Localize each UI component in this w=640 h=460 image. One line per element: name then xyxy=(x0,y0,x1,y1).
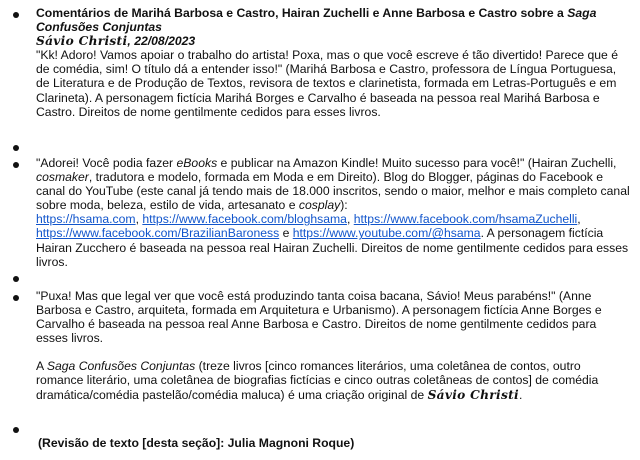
separator: e xyxy=(279,226,293,241)
heading-saga-title: Saga Confusões Conjuntas xyxy=(36,6,597,35)
heading-text: Comentários de Marihá Barbosa e Castro, Hairan Zuchelli e Anne Barbosa e Castro sobre a xyxy=(36,6,568,20)
link-hsama-site[interactable]: https://hsama.com xyxy=(36,212,136,227)
bullet-marker xyxy=(13,12,19,18)
signature-line xyxy=(36,34,630,48)
text-run: . A personagem fictícia Hairan Zucchero é baseada na pessoa real Hairan Zuchelli. Direitos de nome gentilmente cedidos para esses livros. xyxy=(36,226,629,269)
section-heading xyxy=(36,6,630,34)
text-run: e publicar na Amazon Kindle! Muito sucesso para você!" (Hairan Zuchelli, xyxy=(217,156,617,170)
comment-text: "Puxa! Mas que legal ver que você está produzindo tanta coisa bacana, Sávio! Meus parabéns!" (Anne Barbosa e Castro, arquiteta, formada em Arquitetura e Urbanismo). A personagem fictícia Anne Borges e Carvalho é baseada na pessoa real Anne Barbosa e Castro. Direitos de nome gentilmente cedidos para esses livros. xyxy=(36,289,602,346)
text-run: A xyxy=(36,359,47,374)
text-run: (treze livros [cinco romances literários, uma coletânea de contos, outro romance literário, uma coletânea de biografias fictícias e cinco outras coletâneas de contos] de comédia dramática/comédia pastelão/comédia maluca) é uma criação original de xyxy=(36,359,599,402)
saga-title: Saga Confusões Conjuntas xyxy=(46,359,196,374)
text-run-italic: cosplay xyxy=(298,198,341,213)
post-date: , 22/08/2023 xyxy=(127,34,196,49)
link-facebook-bloghsama[interactable]: https://www.facebook.com/bloghsama xyxy=(142,212,347,227)
comment-text xyxy=(36,156,630,269)
review-credit: (Revisão de texto [desta seção]: Julia Magnoni Roque) xyxy=(38,436,355,450)
comment-block-marihá xyxy=(36,6,630,119)
comment-block-anne xyxy=(36,289,630,402)
comment-text: "Kk! Adoro! Vamos apoiar o trabalho do artista! Poxa, mas o que você escreve é tão divertido! Parece que é de comédia, sim! O título dá a entender isso!" (Marihá Barbosa e Castro, professora de Língua Portuguesa, de Literatura e de Produção de Textos, revisora de textos e clarinetista, formada em Letras-Português e em Clarineta). A personagem fictícia Marihá Borges e Carvalho é baseada na pessoa real Marihá Barbosa e Castro. Direitos de nome gentilmente cedidos para esses livros. xyxy=(36,48,618,119)
bullet-marker xyxy=(13,276,19,282)
text-run-italic: cosmaker xyxy=(36,170,89,185)
link-youtube-hsama[interactable]: https://www.youtube.com/@hsama xyxy=(292,226,481,241)
author-signature: Sávio Christi xyxy=(36,34,128,49)
comment-block-hairan xyxy=(36,156,630,269)
bullet-marker xyxy=(13,295,19,301)
separator: , xyxy=(135,212,143,227)
bullet-marker xyxy=(13,145,19,151)
bullet-marker xyxy=(13,162,19,168)
author-signature: Sávio Christi xyxy=(427,387,519,402)
saga-description xyxy=(36,359,630,401)
separator: , xyxy=(346,212,354,227)
bullet-marker xyxy=(13,427,19,433)
text-run: . xyxy=(518,387,523,402)
link-facebook-brazilianbaroness[interactable]: https://www.facebook.com/BrazilianBaroness xyxy=(36,226,280,241)
text-run-italic: eBooks xyxy=(176,156,218,170)
separator: , xyxy=(577,212,581,227)
text-run: ): xyxy=(340,198,348,213)
link-facebook-hsamazuchelli[interactable]: https://www.facebook.com/hsamaZuchelli xyxy=(353,212,578,227)
text-run: , tradutora e modelo, formada em Moda e em Direito). Blog do Blogger, páginas do Facebook e canal do YouTube (este canal já tendo mais de 18.000 inscritos, sendo o maior, melhor e mais completo canal sobre moda, beleza, estilo de vida, artesanato e xyxy=(36,170,630,213)
text-run: "Adorei! Você podia fazer xyxy=(36,156,177,170)
